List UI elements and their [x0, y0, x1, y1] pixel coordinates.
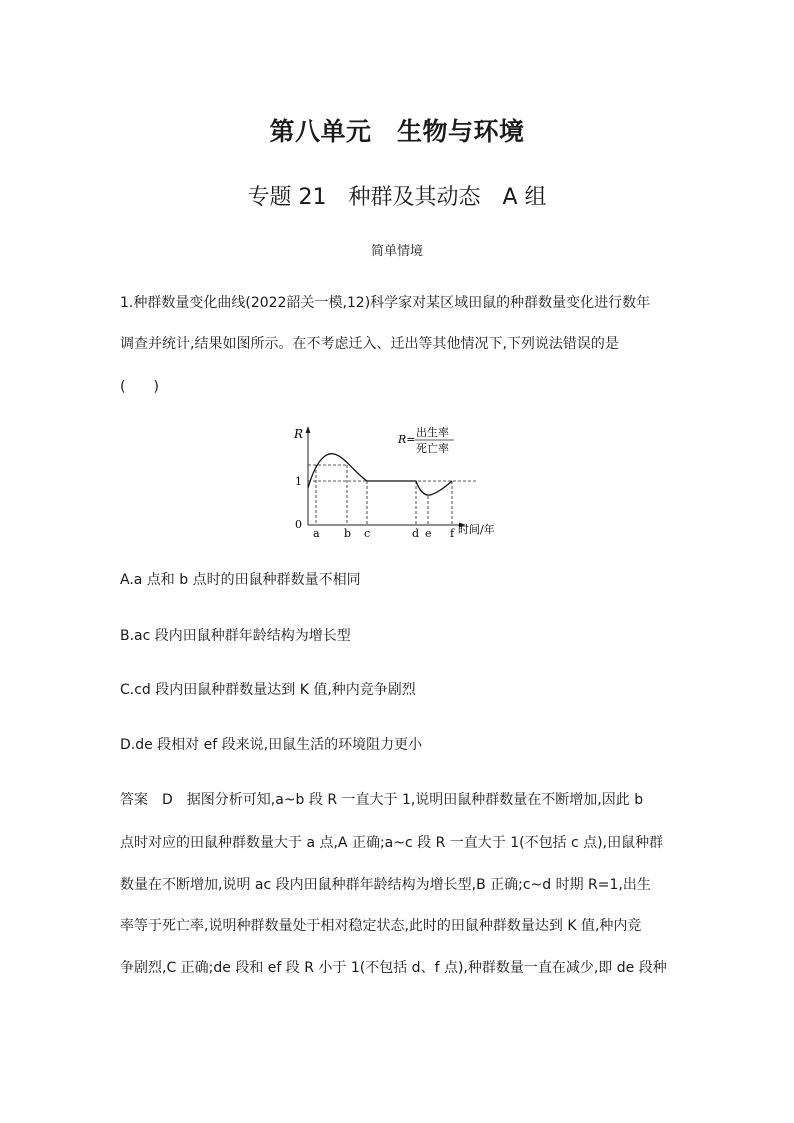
formula-numerator: 出生率: [416, 426, 449, 439]
answer-line-2: 点时对应的田鼠种群数量大于 a 点,A 正确;a~c 段 R 一直大于 1(不包括 c 点),田鼠种群: [120, 835, 664, 851]
answer-line-1: 答案 D 据图分析可知,a~b 段 R 一直大于 1,说明田鼠种群数量在不断增加,因此 b: [120, 792, 644, 808]
x-point-b: b: [344, 527, 352, 540]
r-curve-figure: [286, 420, 516, 545]
formula-lhs: R=: [398, 433, 416, 446]
y-axis-arrow: [306, 426, 311, 433]
formula-denominator: 死亡率: [416, 442, 449, 455]
option-b: B.ac 段内田鼠种群年龄结构为增长型: [120, 628, 351, 644]
r-curve: [308, 454, 452, 495]
y-axis-label: R: [294, 427, 304, 441]
unit-title: 第八单元 生物与环境: [269, 117, 525, 146]
x-point-a: a: [313, 527, 320, 540]
option-a: A.a 点和 b 点时的田鼠种群数量不相同: [120, 572, 361, 588]
question-stem-line-2: 调查并统计,结果如图所示。在不考虑迁入、迁出等其他情况下,下列说法错误的是: [120, 336, 619, 352]
option-d: D.de 段相对 ef 段来说,田鼠生活的环境阻力更小: [120, 737, 423, 753]
y-tick-1: 1: [295, 475, 302, 488]
topic-title: 专题 21 种群及其动态 A 组: [247, 185, 547, 210]
answer-line-3: 数量在不断增加,说明 ac 段内田鼠种群年龄结构为增长型,B 正确;c~d 时期 R=1,出生: [120, 877, 651, 893]
answer-line-4: 率等于死亡率,说明种群数量处于相对稳定状态,此时的田鼠种群数量达到 K 值,种内竞: [120, 918, 642, 934]
origin-label: 0: [295, 518, 302, 531]
answer-line-5: 争剧烈,C 正确;de 段和 ef 段 R 小于 1(不包括 d、f 点),种群数量一直在减少,即 de 段种: [120, 960, 667, 976]
x-point-d: d: [412, 527, 420, 540]
x-axis-label: 时间/年: [458, 523, 495, 536]
question-stem-line-1: 1.种群数量变化曲线(2022韶关一模,12)科学家对某区域田鼠的种群数量变化进行数年: [120, 295, 651, 311]
option-c: C.cd 段内田鼠种群数量达到 K 值,种内竞争剧烈: [120, 682, 416, 698]
x-point-f: f: [450, 527, 455, 540]
answer-blank: ( ): [120, 379, 159, 395]
section-label: 简单情境: [370, 244, 423, 259]
x-point-e: e: [425, 527, 432, 540]
x-point-c: c: [364, 527, 371, 540]
